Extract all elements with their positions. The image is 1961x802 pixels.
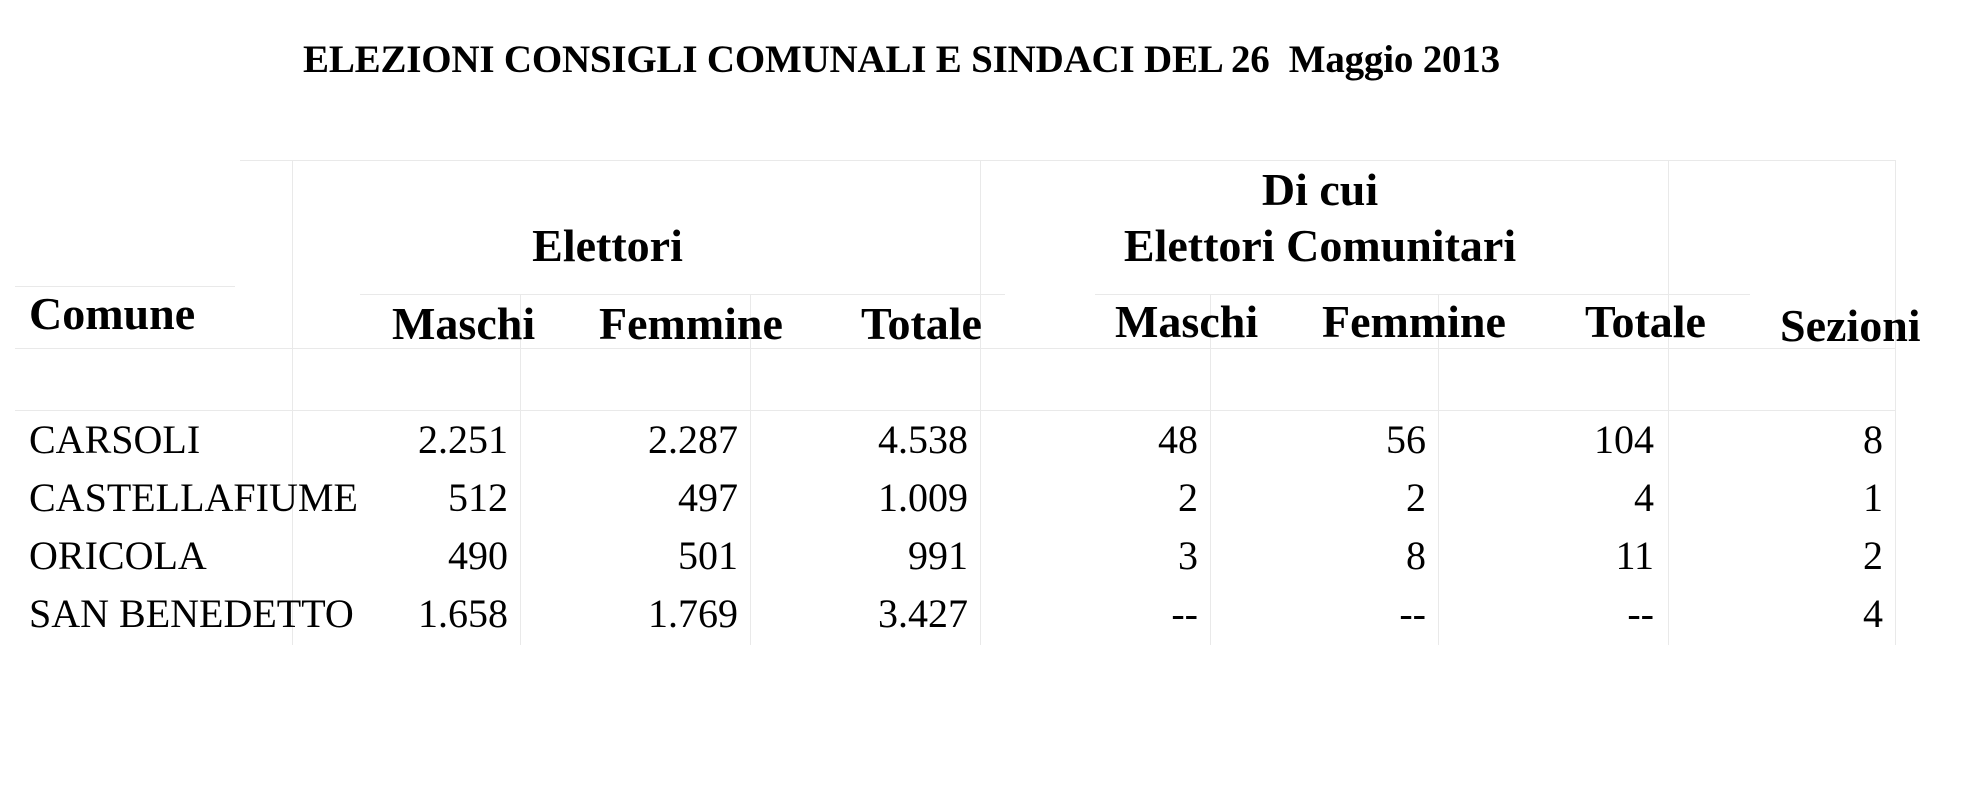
grid-line bbox=[15, 410, 1895, 411]
maschi-cell: 512 bbox=[448, 475, 508, 520]
totale-cell: 1.009 bbox=[878, 475, 968, 520]
grid-line bbox=[292, 160, 293, 645]
grid-line bbox=[360, 294, 1005, 295]
elettori-group-header: Elettori bbox=[532, 220, 683, 271]
comune-cell: ORICOLA bbox=[29, 533, 207, 578]
sezioni-header: Sezioni bbox=[1780, 300, 1921, 351]
comunitari-femmine-cell: -- bbox=[1399, 591, 1426, 636]
sezioni-cell: 2 bbox=[1863, 533, 1883, 578]
comunitari-group-header-line2: Elettori Comunitari bbox=[1123, 220, 1517, 271]
sezioni-cell: 4 bbox=[1863, 591, 1883, 636]
page-title: ELEZIONI CONSIGLI COMUNALI E SINDACI DEL 26 Maggio 2013 bbox=[303, 38, 1500, 81]
femmine-cell: 497 bbox=[678, 475, 738, 520]
maschi-cell: 1.658 bbox=[418, 591, 508, 636]
comunitari-femmine-header: Femmine bbox=[1322, 296, 1506, 347]
maschi-header: Maschi bbox=[392, 298, 536, 349]
comunitari-group-header-line1: Di cui bbox=[1261, 164, 1379, 215]
femmine-cell: 2.287 bbox=[648, 417, 738, 462]
grid-line bbox=[1668, 160, 1669, 645]
comune-cell: CASTELLAFIUME bbox=[29, 475, 358, 520]
comunitari-maschi-cell: 3 bbox=[1178, 533, 1198, 578]
totale-cell: 991 bbox=[908, 533, 968, 578]
sezioni-cell: 8 bbox=[1863, 417, 1883, 462]
comunitari-femmine-cell: 2 bbox=[1406, 475, 1426, 520]
grid-line bbox=[240, 160, 1895, 161]
totale-header: Totale bbox=[861, 298, 982, 349]
comunitari-maschi-header: Maschi bbox=[1115, 296, 1259, 347]
totale-cell: 3.427 bbox=[878, 591, 968, 636]
comunitari-totale-header: Totale bbox=[1585, 296, 1706, 347]
maschi-cell: 490 bbox=[448, 533, 508, 578]
comunitari-totale-cell: 11 bbox=[1615, 533, 1654, 578]
comunitari-femmine-cell: 56 bbox=[1386, 417, 1426, 462]
femmine-cell: 1.769 bbox=[648, 591, 738, 636]
comunitari-totale-cell: 104 bbox=[1594, 417, 1654, 462]
sezioni-cell: 1 bbox=[1863, 475, 1883, 520]
comunitari-maschi-cell: -- bbox=[1171, 591, 1198, 636]
femmine-cell: 501 bbox=[678, 533, 738, 578]
comunitari-totale-cell: 4 bbox=[1634, 475, 1654, 520]
maschi-cell: 2.251 bbox=[418, 417, 508, 462]
grid-line bbox=[1895, 160, 1896, 645]
comunitari-femmine-cell: 8 bbox=[1406, 533, 1426, 578]
comunitari-maschi-cell: 48 bbox=[1158, 417, 1198, 462]
comune-cell: CARSOLI bbox=[29, 417, 201, 462]
comune-cell: SAN BENEDETTO bbox=[29, 591, 354, 636]
totale-cell: 4.538 bbox=[878, 417, 968, 462]
femmine-header: Femmine bbox=[599, 298, 783, 349]
comunitari-totale-cell: -- bbox=[1627, 591, 1654, 636]
comunitari-maschi-cell: 2 bbox=[1178, 475, 1198, 520]
comune-header: Comune bbox=[29, 288, 196, 339]
grid-line bbox=[980, 160, 981, 645]
